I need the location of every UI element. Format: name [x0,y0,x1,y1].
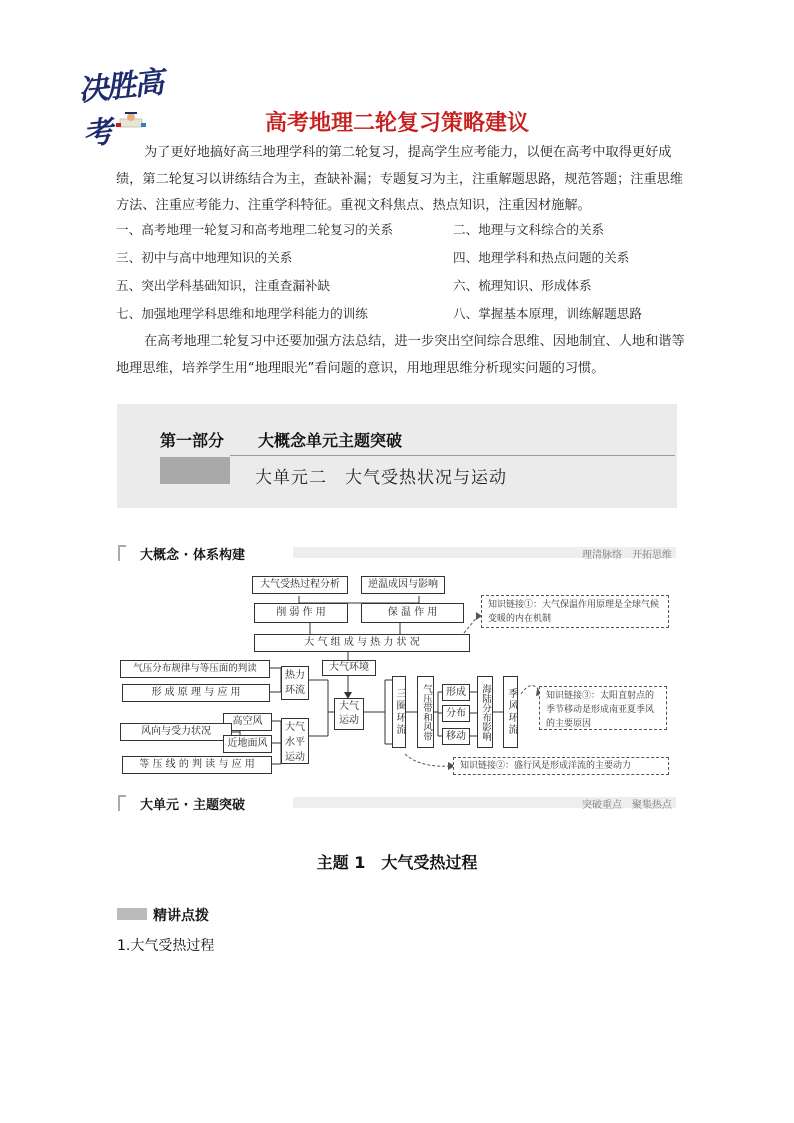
diagram-distribution: 分布 [442,705,470,722]
diagram-belts: 气压带和风带 [417,676,434,748]
logo-text: 决胜高考 [76,65,164,153]
diagram-weakening: 削 弱 作 用 [254,603,348,623]
diagram-link-3: 知识链接③：太阳直射点的季节移动是形成南亚夏季风的主要原因 [539,686,667,730]
page-title: 高考地理二轮复习策略建议 [264,111,529,136]
diagram-monsoon: 季风环流 [503,676,518,748]
heading-text: 精讲点拨 [153,908,209,924]
diagram-link-2: 知识链接②：盛行风是形成洋流的主要动力 [453,757,669,775]
diagram-environment: 大气环境 [322,660,376,676]
list-item-right: 六、梳理知识、形成体系 [453,278,592,293]
banner-divider [230,455,675,456]
diagram-motion: 大气运动 [334,698,364,730]
intro-paragraph: 为了更好地搞好高三地理学科的第二轮复习，提高学生应考能力，以便在高考中取得更好成绩，第二轮复习以讲练结合为主，查缺补漏；专题复习为主，注重解题思路，规范答题；注重思维方法、注重应考能力、注重学科特征。重视文科焦点、热点知识，注重因材施解。 [116,145,684,213]
diagram-wind-force: 风向与受力状况 [120,723,232,741]
list-item-left: 五、突出学科基础知识，注重查漏补缺 [116,278,331,293]
banner-part: 第一部分 [160,431,225,450]
diagram-composition: 大 气 组 成 与 热 力 状 况 [254,634,470,652]
diagram-horizontal: 大气水平运动 [281,718,309,764]
section-header-concept [118,545,676,561]
topic-title: 主题 1 大气受热过程 [316,853,478,872]
list-item [116,303,716,331]
diagram-isobar: 等 压 线 的 判 读 与 应 用 [122,756,272,774]
list-item-right: 二、地理与文科综合的关系 [453,222,605,237]
diagram-thermal: 热力环流 [281,666,309,700]
diagram-upper-wind: 高空风 [223,713,272,731]
section-hint: 突破重点 聚集热点 [582,800,672,811]
section-name: 大概念 · 体系构建 [140,548,245,563]
heading-bar [117,908,147,920]
diagram-movement: 移动 [442,728,470,745]
diagram-land-sea: 海陆分布影响 [477,676,493,748]
section-hint: 理清脉络 开拓思维 [582,550,672,561]
diagram-surface-wind: 近地面风 [223,735,272,753]
diagram-heating-process: 大气受热过程分析 [252,576,348,594]
diagram-formation-app: 形 成 原 理 与 应 用 [122,684,270,702]
list-item-left: 七、加强地理学科思维和地理学科能力的训练 [116,306,368,321]
banner-bar [160,457,230,484]
list-item-left: 三、初中与高中地理知识的关系 [116,250,293,265]
corner-mark-icon [118,795,126,811]
section-header-topics [118,795,676,811]
diagram-form: 形成 [442,684,470,701]
list-item-right: 八、掌握基本原理，训练解题思路 [453,306,642,321]
list-item [116,275,716,303]
list-item-left: 一、高考地理一轮复习和高考地理二轮复习的关系 [116,222,394,237]
list-item [116,219,716,247]
closing-paragraph: 在高考地理二轮复习中还要加强方法总结，进一步突出空间综合思维、因地制宜、人地和谐等地理思维，培养学生用“地理眼光”看问题的意识，用地理思维分析现实问题的习惯。 [116,334,685,376]
section-name: 大单元 · 主题突破 [140,798,245,813]
strategy-list [116,219,716,331]
unit-banner [117,404,677,508]
diagram-insulation: 保 温 作 用 [361,603,464,623]
diagram-inversion: 逆温成因与影响 [361,576,445,594]
banner-theme: 大概念单元主题突破 [258,431,403,450]
corner-mark-icon [118,545,126,561]
diagram-pressure-judge: 气压分布规律与等压面的判读 [120,660,270,678]
diagram-link-1: 知识链接①：大气保温作用原理是全球气候变暖的内在机制 [481,595,669,628]
item-heading: 1.大气受热过程 [117,938,215,954]
banner-unit-title: 大单元二 大气受热状况与运动 [255,468,507,488]
diagram-three-cell: 三圈环流 [392,676,406,748]
list-item-right: 四、地理学科和热点问题的关系 [453,250,630,265]
list-item [116,247,716,275]
